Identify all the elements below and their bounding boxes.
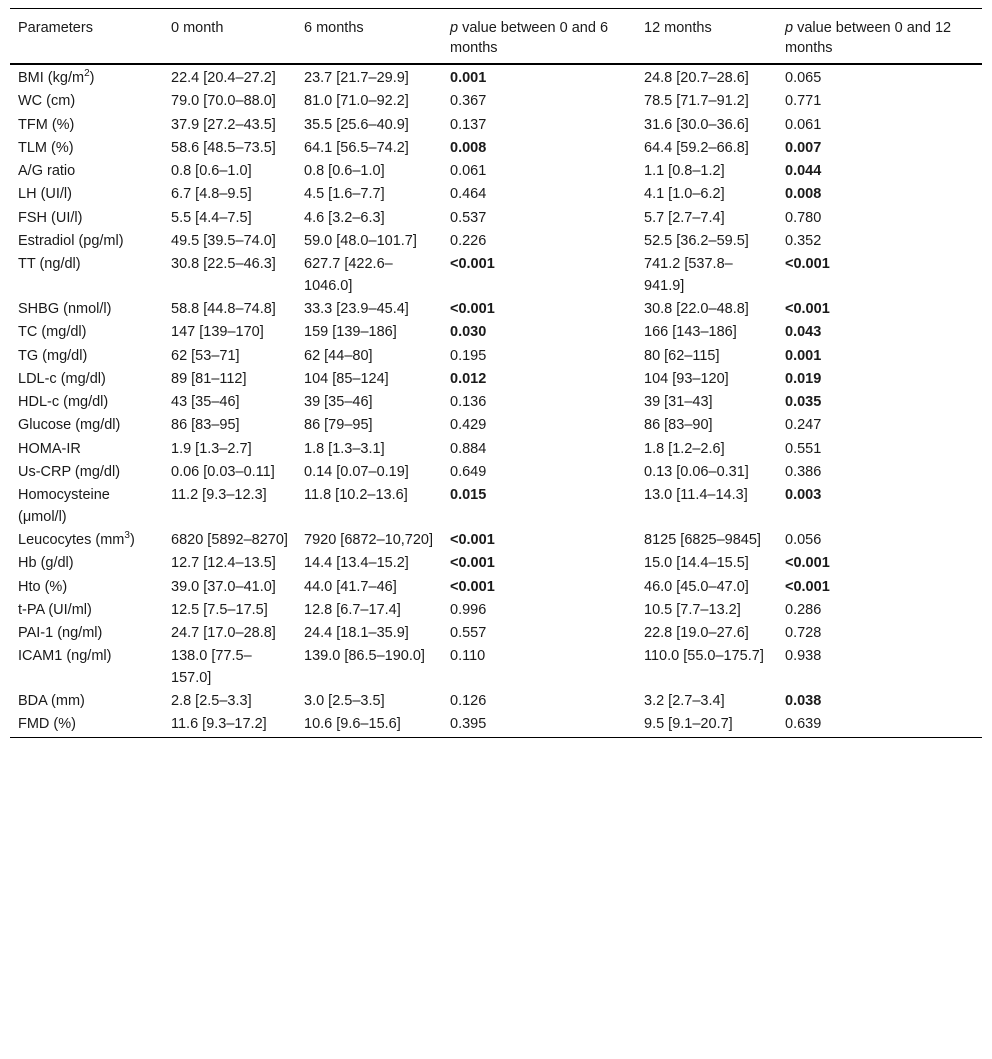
table-row — [10, 645, 982, 690]
value-month-12: 24.8 [20.7–28.6] — [644, 70, 749, 86]
table-row — [10, 321, 982, 344]
p-symbol: p — [785, 20, 794, 36]
parameter-name: Estradiol (pg/ml) — [18, 233, 124, 250]
value-month-12: 104 [93–120] — [644, 370, 729, 387]
p-value-0-6: 0.195 — [450, 347, 487, 364]
value-month-0: 6820 [5892–8270] — [171, 531, 288, 548]
p-value-0-12: 0.061 — [785, 116, 822, 133]
table-row — [10, 552, 982, 575]
p-value-0-6: 0.001 — [450, 70, 487, 86]
p-value-0-6: <0.001 — [450, 578, 495, 595]
p-value-0-6: 0.012 — [450, 370, 487, 387]
p-value-0-6: 0.008 — [450, 139, 487, 156]
p-value-0-6: 0.136 — [450, 394, 487, 411]
parameter-name: TFM (%) — [18, 116, 75, 133]
p-value-0-6: 0.030 — [450, 324, 487, 341]
table-row — [10, 368, 982, 391]
parameter-cell — [10, 90, 163, 113]
value-month-6: 86 [79–95] — [304, 417, 373, 434]
parameter-cell — [10, 298, 163, 321]
p-value-0-6: <0.001 — [450, 531, 495, 548]
value-month-0: 86 [83–95] — [171, 417, 240, 434]
header-p-value-0-6 — [442, 9, 636, 65]
table-row — [10, 298, 982, 321]
parameter-name: PAI-1 (ng/ml) — [18, 625, 103, 642]
value-month-0: 11.2 [9.3–12.3] — [171, 487, 267, 504]
parameter-name: TLM (%) — [18, 139, 74, 156]
value-month-6: 14.4 [13.4–15.2] — [304, 555, 409, 572]
p-value-0-12: 0.728 — [785, 625, 822, 642]
table-row — [10, 461, 982, 484]
value-month-6: 159 [139–186] — [304, 324, 397, 341]
value-month-6: 33.3 [23.9–45.4] — [304, 300, 409, 317]
value-month-12: 22.8 [19.0–27.6] — [644, 625, 749, 642]
parameter-name: HOMA-IR — [18, 440, 81, 457]
parameter-name: Glucose (mg/dl) — [18, 417, 121, 434]
parameter-cell — [10, 552, 163, 575]
p-value-0-6: 0.367 — [450, 93, 487, 110]
table-row — [10, 183, 982, 206]
parameter-cell — [10, 414, 163, 437]
parameter-cell — [10, 622, 163, 645]
header-label: 0 month — [171, 20, 224, 36]
value-month-6: 23.7 [21.7–29.9] — [304, 70, 409, 86]
parameter-cell — [10, 321, 163, 344]
value-month-12: 13.0 [11.4–14.3] — [644, 487, 748, 504]
value-month-0: 58.6 [48.5–73.5] — [171, 139, 276, 156]
table-row — [10, 345, 982, 368]
table-body — [10, 64, 982, 737]
parameter-cell — [10, 461, 163, 484]
p-value-0-12: 0.352 — [785, 233, 822, 250]
value-month-6: 627.7 [422.6–1046.0] — [304, 256, 393, 294]
value-month-6: 10.6 [9.6–15.6] — [304, 716, 401, 733]
table-row — [10, 207, 982, 230]
value-month-12: 166 [143–186] — [644, 324, 737, 341]
p-value-0-12: 0.551 — [785, 440, 822, 457]
p-value-0-6: <0.001 — [450, 300, 495, 317]
value-month-12: 110.0 [55.0–175.7] — [644, 648, 764, 665]
parameter-cell — [10, 253, 163, 298]
parameter-name: A/G ratio — [18, 163, 76, 180]
table-row — [10, 622, 982, 645]
value-month-12: 86 [83–90] — [644, 417, 713, 434]
value-month-6: 0.8 [0.6–1.0] — [304, 163, 385, 180]
parameter-name: Leucocytes (mm — [18, 531, 125, 548]
value-month-0: 58.8 [44.8–74.8] — [171, 300, 276, 317]
parameter-cell — [10, 64, 163, 90]
value-month-0: 0.8 [0.6–1.0] — [171, 163, 252, 180]
parameter-unit-close: ) — [129, 531, 135, 548]
parameter-name: ICAM1 (ng/ml) — [18, 648, 112, 665]
parameter-cell — [10, 160, 163, 183]
p-value-0-6: <0.001 — [450, 256, 495, 273]
table-row — [10, 230, 982, 253]
value-month-12: 741.2 [537.8–941.9] — [644, 256, 733, 294]
value-month-0: 49.5 [39.5–74.0] — [171, 233, 276, 250]
header-label: value between 0 and 12 months — [785, 20, 952, 56]
value-month-12: 5.7 [2.7–7.4] — [644, 209, 725, 226]
value-month-12: 1.1 [0.8–1.2] — [644, 163, 725, 180]
table-row — [10, 713, 982, 737]
table-row — [10, 64, 982, 90]
header-row — [10, 9, 982, 65]
table-row — [10, 576, 982, 599]
value-month-6: 81.0 [71.0–92.2] — [304, 93, 409, 110]
parameter-cell — [10, 645, 163, 690]
parameter-cell — [10, 391, 163, 414]
value-month-0: 0.06 [0.03–0.11] — [171, 464, 275, 481]
p-value-0-12: 0.386 — [785, 464, 822, 481]
parameter-cell — [10, 529, 163, 552]
value-month-0: 147 [139–170] — [171, 324, 264, 341]
parameter-name: LH (UI/l) — [18, 186, 72, 203]
value-month-6: 3.0 [2.5–3.5] — [304, 693, 385, 710]
parameter-cell — [10, 230, 163, 253]
p-value-0-6: 0.110 — [450, 648, 486, 665]
value-month-12: 3.2 [2.7–3.4] — [644, 693, 725, 710]
value-month-12: 52.5 [36.2–59.5] — [644, 233, 749, 250]
value-month-0: 37.9 [27.2–43.5] — [171, 116, 276, 133]
parameter-cell — [10, 345, 163, 368]
p-value-0-6: <0.001 — [450, 555, 495, 572]
p-value-0-12: 0.003 — [785, 487, 822, 504]
header-month-12 — [636, 9, 777, 65]
parameter-name: BDA (mm) — [18, 693, 85, 710]
table-row — [10, 414, 982, 437]
table-row — [10, 253, 982, 298]
p-value-0-6: 0.395 — [450, 716, 487, 733]
p-value-0-6: 0.464 — [450, 186, 487, 203]
p-value-0-12: 0.639 — [785, 716, 822, 733]
parameter-cell — [10, 183, 163, 206]
p-value-0-12: 0.019 — [785, 370, 822, 387]
table-row — [10, 137, 982, 160]
value-month-0: 2.8 [2.5–3.3] — [171, 693, 252, 710]
parameter-name: Hto (%) — [18, 578, 68, 595]
value-month-0: 138.0 [77.5–157.0] — [171, 648, 252, 686]
value-month-12: 9.5 [9.1–20.7] — [644, 716, 733, 733]
value-month-0: 79.0 [70.0–88.0] — [171, 93, 276, 110]
value-month-6: 1.8 [1.3–3.1] — [304, 440, 385, 457]
parameter-cell — [10, 576, 163, 599]
value-month-0: 1.9 [1.3–2.7] — [171, 440, 252, 457]
parameter-name: WC (cm) — [18, 93, 76, 110]
value-month-0: 22.4 [20.4–27.2] — [171, 70, 276, 86]
value-month-6: 0.14 [0.07–0.19] — [304, 464, 409, 481]
p-value-0-6: 0.126 — [450, 693, 487, 710]
value-month-12: 64.4 [59.2–66.8] — [644, 139, 749, 156]
table-row — [10, 529, 982, 552]
value-month-6: 11.8 [10.2–13.6] — [304, 487, 408, 504]
header-month-6 — [296, 9, 442, 65]
p-value-0-12: 0.044 — [785, 163, 822, 180]
p-value-0-6: 0.537 — [450, 209, 487, 226]
parameters-table-container — [10, 8, 982, 738]
p-value-0-12: 0.007 — [785, 139, 822, 156]
p-value-0-12: 0.001 — [785, 347, 822, 364]
p-value-0-6: 0.649 — [450, 464, 487, 481]
p-value-0-12: 0.771 — [785, 93, 822, 110]
parameter-cell — [10, 690, 163, 713]
p-value-0-12: 0.008 — [785, 186, 822, 203]
p-value-0-12: 0.038 — [785, 693, 822, 710]
parameter-name: TC (mg/dl) — [18, 324, 87, 341]
value-month-12: 0.13 [0.06–0.31] — [644, 464, 749, 481]
parameter-name: Us-CRP (mg/dl) — [18, 464, 121, 481]
parameter-cell — [10, 713, 163, 737]
value-month-6: 4.5 [1.6–7.7] — [304, 186, 385, 203]
parameter-cell — [10, 599, 163, 622]
value-month-6: 7920 [6872–10,720] — [304, 531, 434, 548]
table-row — [10, 160, 982, 183]
p-value-0-12: <0.001 — [785, 578, 830, 595]
parameter-unit-exponent: 3 — [124, 530, 130, 542]
p-value-0-6: 0.996 — [450, 601, 487, 618]
value-month-0: 43 [35–46] — [171, 394, 240, 411]
parameter-cell — [10, 114, 163, 137]
value-month-0: 6.7 [4.8–9.5] — [171, 186, 252, 203]
header-label: 6 months — [304, 20, 364, 36]
parameter-cell — [10, 137, 163, 160]
p-value-0-12: 0.065 — [785, 70, 822, 86]
parameter-name: BMI (kg/m — [18, 70, 85, 86]
value-month-0: 39.0 [37.0–41.0] — [171, 578, 276, 595]
parameter-unit-exponent: 2 — [84, 68, 90, 80]
parameters-table — [10, 8, 982, 738]
table-row — [10, 438, 982, 461]
p-value-0-6: 0.061 — [450, 163, 487, 180]
value-month-12: 30.8 [22.0–48.8] — [644, 300, 749, 317]
value-month-0: 11.6 [9.3–17.2] — [171, 716, 267, 733]
value-month-6: 39 [35–46] — [304, 394, 373, 411]
parameter-name: SHBG (nmol/l) — [18, 300, 112, 317]
value-month-6: 64.1 [56.5–74.2] — [304, 139, 409, 156]
value-month-0: 12.5 [7.5–17.5] — [171, 601, 268, 618]
p-value-0-6: 0.137 — [450, 116, 487, 133]
parameter-name: FSH (UI/l) — [18, 209, 83, 226]
p-value-0-12: 0.056 — [785, 531, 822, 548]
p-value-0-12: 0.286 — [785, 601, 822, 618]
value-month-12: 80 [62–115] — [644, 347, 720, 364]
value-month-0: 5.5 [4.4–7.5] — [171, 209, 252, 226]
p-value-0-6: 0.429 — [450, 417, 487, 434]
parameter-cell — [10, 438, 163, 461]
table-row — [10, 391, 982, 414]
p-value-0-12: <0.001 — [785, 555, 830, 572]
parameter-name: TT (ng/dl) — [18, 256, 81, 273]
header-label: value between 0 and 6 months — [450, 20, 609, 56]
header-month-0 — [163, 9, 296, 65]
value-month-6: 35.5 [25.6–40.9] — [304, 116, 409, 133]
parameter-cell — [10, 207, 163, 230]
p-symbol: p — [450, 20, 459, 36]
header-p-value-0-12 — [777, 9, 982, 65]
value-month-12: 39 [31–43] — [644, 394, 713, 411]
parameter-unit-close: ) — [89, 70, 95, 86]
table-row — [10, 484, 982, 529]
p-value-0-12: 0.043 — [785, 324, 822, 341]
value-month-6: 62 [44–80] — [304, 347, 373, 364]
table-header — [10, 9, 982, 65]
parameter-cell — [10, 368, 163, 391]
p-value-0-12: 0.247 — [785, 417, 822, 434]
value-month-0: 30.8 [22.5–46.3] — [171, 256, 276, 273]
parameter-name: FMD (%) — [18, 716, 76, 733]
header-label: 12 months — [644, 20, 712, 36]
value-month-12: 10.5 [7.7–13.2] — [644, 601, 741, 618]
parameter-name: t-PA (UI/ml) — [18, 601, 92, 618]
value-month-6: 12.8 [6.7–17.4] — [304, 601, 401, 618]
value-month-6: 4.6 [3.2–6.3] — [304, 209, 385, 226]
p-value-0-6: 0.557 — [450, 625, 487, 642]
p-value-0-6: 0.226 — [450, 233, 487, 250]
table-row — [10, 599, 982, 622]
p-value-0-6: 0.884 — [450, 440, 487, 457]
value-month-6: 44.0 [41.7–46] — [304, 578, 397, 595]
p-value-0-12: 0.938 — [785, 648, 822, 665]
value-month-12: 78.5 [71.7–91.2] — [644, 93, 749, 110]
value-month-0: 89 [81–112] — [171, 370, 247, 387]
value-month-6: 104 [85–124] — [304, 370, 389, 387]
value-month-6: 139.0 [86.5–190.0] — [304, 648, 425, 665]
table-row — [10, 90, 982, 113]
table-row — [10, 690, 982, 713]
parameter-name: HDL-c (mg/dl) — [18, 394, 109, 411]
p-value-0-12: <0.001 — [785, 300, 830, 317]
table-row — [10, 114, 982, 137]
p-value-0-12: 0.035 — [785, 394, 822, 411]
value-month-0: 24.7 [17.0–28.8] — [171, 625, 276, 642]
parameter-name: LDL-c (mg/dl) — [18, 370, 106, 387]
parameter-name: Homocysteine (μmol/l) — [18, 487, 110, 525]
value-month-12: 4.1 [1.0–6.2] — [644, 186, 725, 203]
value-month-12: 46.0 [45.0–47.0] — [644, 578, 749, 595]
p-value-0-6: 0.015 — [450, 487, 487, 504]
parameter-cell — [10, 484, 163, 529]
value-month-6: 59.0 [48.0–101.7] — [304, 233, 417, 250]
value-month-0: 12.7 [12.4–13.5] — [171, 555, 276, 572]
p-value-0-12: <0.001 — [785, 256, 830, 273]
p-value-0-12: 0.780 — [785, 209, 822, 226]
value-month-12: 15.0 [14.4–15.5] — [644, 555, 749, 572]
parameter-name: Hb (g/dl) — [18, 555, 74, 572]
value-month-12: 1.8 [1.2–2.6] — [644, 440, 725, 457]
value-month-6: 24.4 [18.1–35.9] — [304, 625, 409, 642]
header-parameters — [10, 9, 163, 65]
value-month-0: 62 [53–71] — [171, 347, 240, 364]
value-month-12: 31.6 [30.0–36.6] — [644, 116, 749, 133]
header-label: Parameters — [18, 20, 93, 36]
parameter-name: TG (mg/dl) — [18, 347, 88, 364]
value-month-12: 8125 [6825–9845] — [644, 531, 761, 548]
